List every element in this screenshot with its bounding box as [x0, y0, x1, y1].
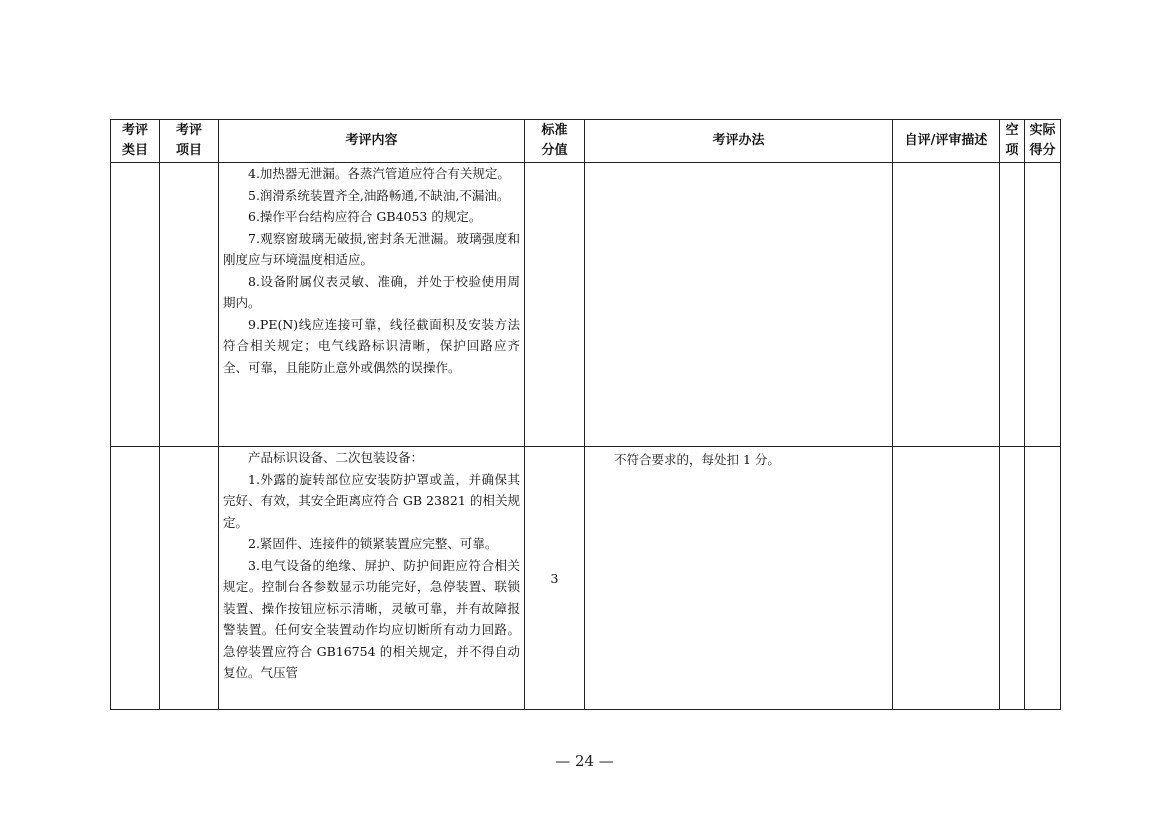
empty-cell: [1000, 447, 1025, 710]
page-number: — 24 —: [555, 752, 614, 770]
method-cell: [585, 447, 893, 710]
header-empty: 空 项: [1000, 120, 1025, 163]
actual-score-cell: [1025, 447, 1061, 710]
header-category: 考评 类目: [111, 120, 160, 163]
table-row: [111, 447, 1061, 710]
header-item: 考评 项目: [160, 120, 219, 163]
header-method: 考评办法: [585, 120, 893, 163]
method-line: 不符合要求的，每处扣 1 分。: [614, 452, 780, 467]
method-cell: [585, 163, 893, 447]
header-content: 考评内容: [219, 120, 525, 163]
content-cell: [219, 163, 525, 447]
table-row: [111, 163, 1061, 447]
content-cell: [219, 447, 525, 710]
category-cell: [111, 163, 160, 447]
table-header-row: [111, 120, 1061, 163]
content-line: 4.加热器无泄漏。各蒸汽管道应符合有关规定。: [248, 166, 510, 181]
content-line: 9.PE(N)线应连接可靠，线径截面积及安装方法符合相关规定；电气线路标识清晰，保护回路应齐全、可靠，且能防止意外或偶然的误操作。: [223, 316, 520, 375]
item-cell: [160, 163, 219, 447]
self-eval-cell: [893, 163, 1000, 447]
actual-score-cell: [1025, 163, 1061, 447]
header-self-eval: 自评/评审描述: [893, 120, 1000, 163]
content-line: 3.电气设备的绝缘、屏护、防护间距应符合相关规定。控制台各参数显示功能完好，急停装置、联锁装置、操作按钮应标示清晰，灵敏可靠，并有故障报警装置。任何安全装置动作均应切断所有动力回路。急停装置应符合 GB16754 的相关规定，并不得自动复位。气压管: [223, 557, 520, 680]
content-line: 5.润滑系统装置齐全,油路畅通,不缺油,不漏油。: [248, 187, 510, 203]
empty-cell: [1000, 163, 1025, 447]
content-line: 6.操作平台结构应符合 GB4053 的规定。: [248, 209, 482, 224]
header-score: 标准 分值: [525, 120, 585, 163]
category-cell: [111, 447, 160, 710]
self-eval-cell: [893, 447, 1000, 710]
content-line: 7.观察窗玻璃无破损,密封条无泄漏。玻璃强度和刚度应与环境温度相适应。: [223, 230, 520, 267]
content-line: 2.紧固件、连接件的锁紧装置应完整、可靠。: [248, 536, 498, 551]
content-line: 8.设备附属仪表灵敏、准确，并处于校验使用周期内。: [223, 273, 520, 310]
content-line: 1.外露的旋转部位应安装防护罩或盖，并确保其完好、有效，其安全距离应符合 GB 23821 的相关规定。: [223, 471, 520, 530]
score-cell: [525, 163, 585, 447]
header-actual-score: 实际 得分: [1025, 120, 1061, 163]
score-cell: 3: [525, 447, 585, 710]
evaluation-table: [110, 119, 1061, 710]
item-cell: [160, 447, 219, 710]
content-line: 产品标识设备、二次包装设备：: [248, 450, 424, 465]
